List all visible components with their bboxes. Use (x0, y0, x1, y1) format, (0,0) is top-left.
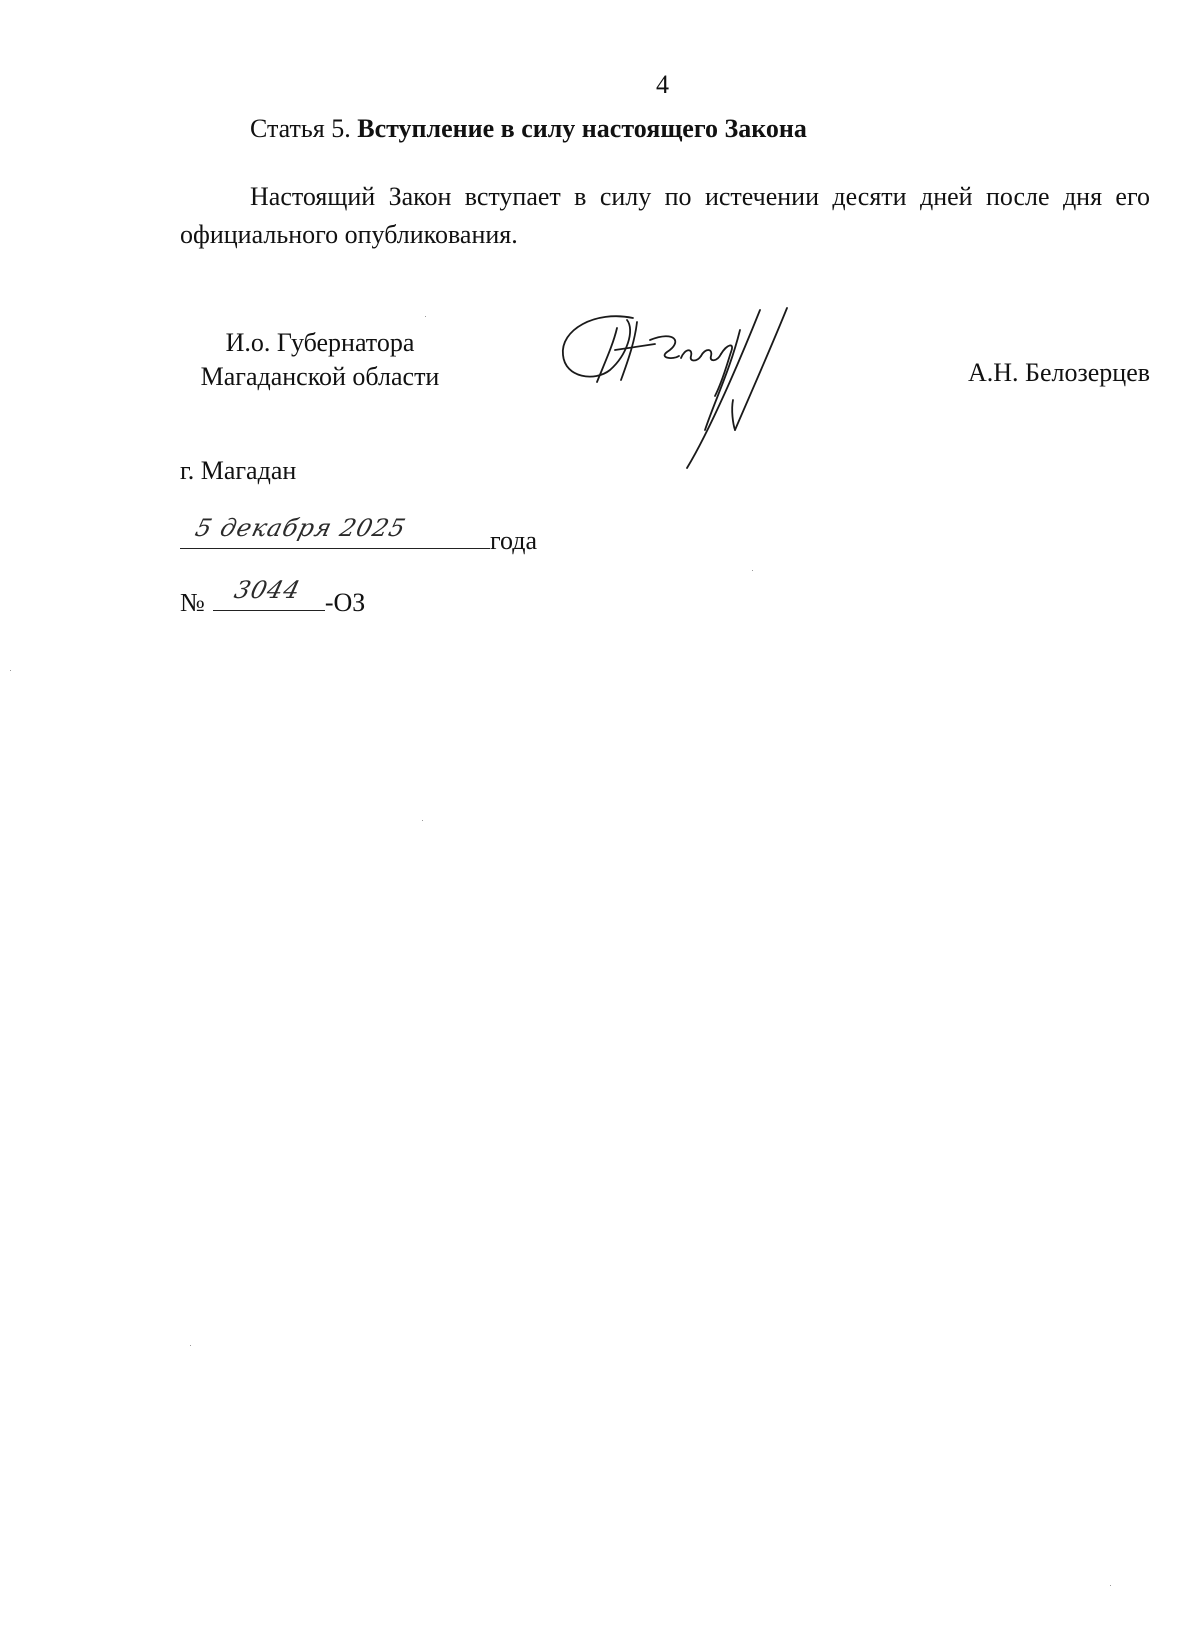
scan-speck (10, 670, 11, 671)
scan-speck (425, 316, 426, 317)
number-prefix: № (180, 588, 205, 617)
article-title: Вступление в силу настоящего Закона (357, 114, 807, 143)
scan-speck (752, 570, 753, 571)
article-heading (250, 114, 807, 144)
date-suffix: года (490, 526, 538, 555)
page-number: 4 (656, 70, 669, 99)
date-line (180, 514, 538, 556)
scan-speck (190, 1345, 191, 1346)
handwritten-date: 5 декабря 2025 (192, 514, 410, 542)
scan-speck (1110, 1585, 1111, 1586)
law-number-line (180, 576, 366, 618)
scan-speck (422, 820, 423, 821)
number-blank (213, 576, 325, 611)
signer-title-line2: Магаданской области (200, 362, 440, 391)
number-suffix: -ОЗ (324, 588, 366, 617)
place: г. Магадан (180, 456, 297, 485)
date-blank (180, 514, 490, 549)
body-paragraph: Настоящий Закон вступает в силу по истечении десяти дней после дня его официального опубликования. (180, 182, 1150, 249)
handwritten-number: 3044 (231, 576, 304, 604)
article-label: Статья 5. (250, 114, 351, 143)
signer-title-line1: И.о. Губернатора (225, 328, 415, 357)
signer-name: А.Н. Белозерцев (968, 358, 1151, 387)
signer-title (170, 326, 470, 394)
handwritten-signature (555, 300, 815, 480)
